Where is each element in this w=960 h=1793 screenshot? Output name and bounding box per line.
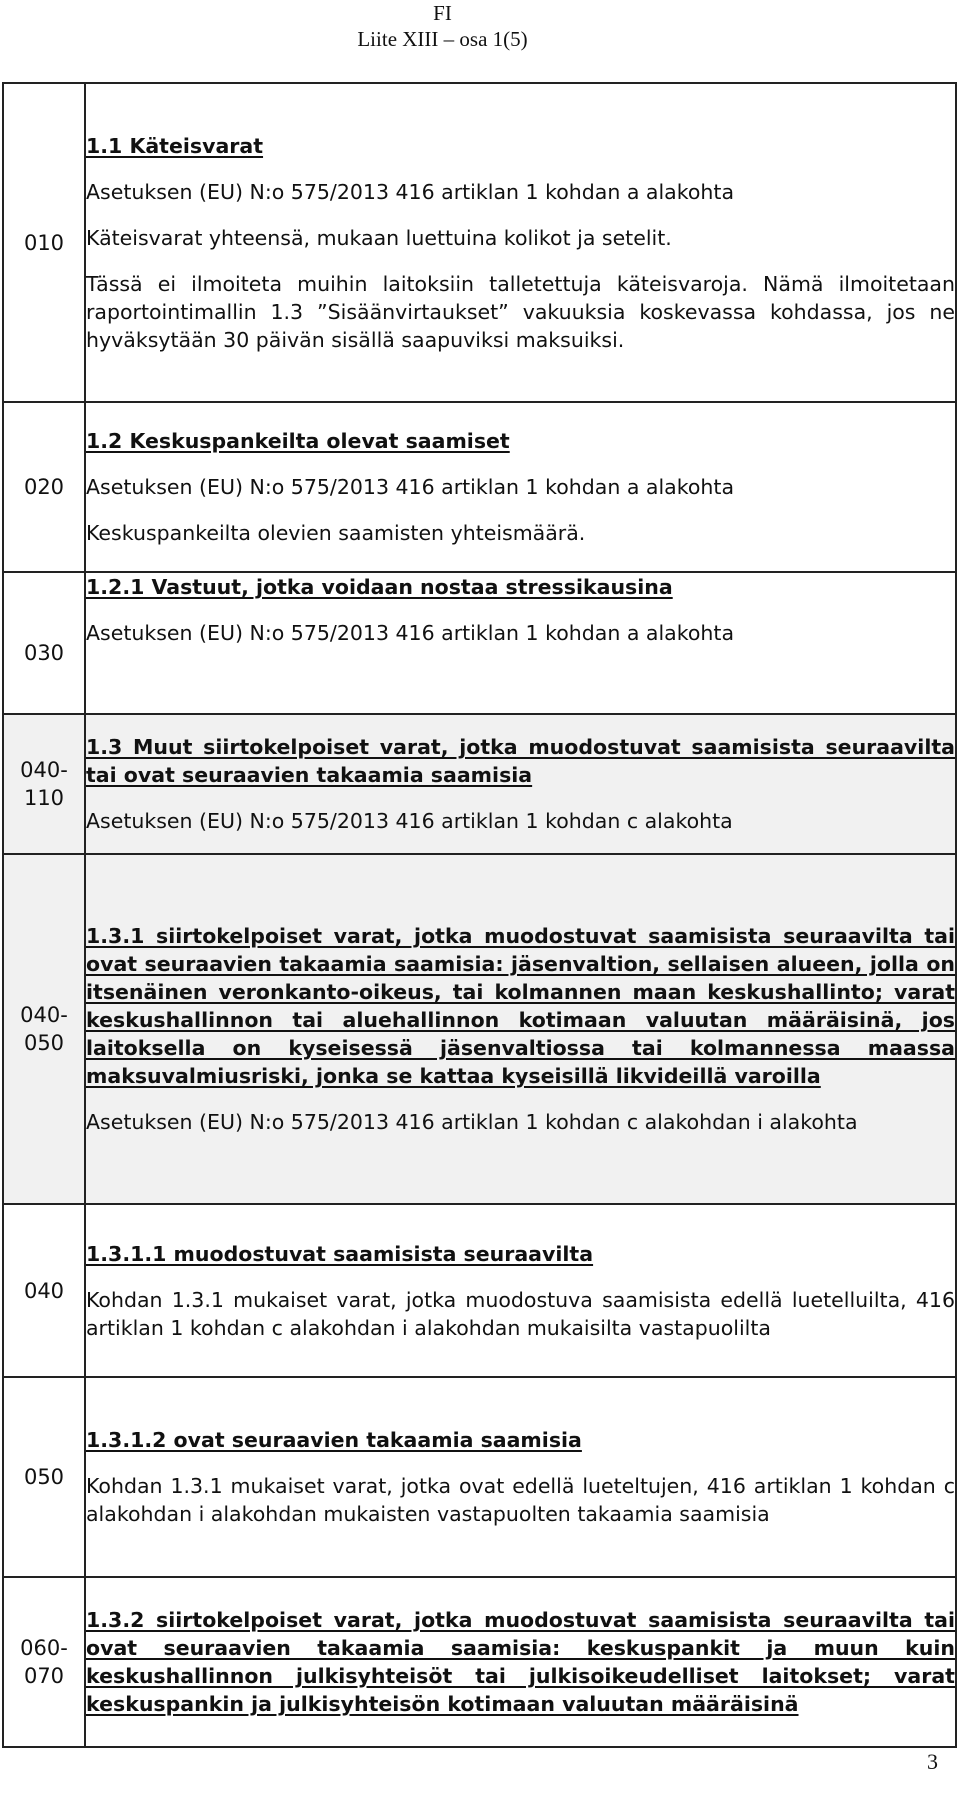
table-row <box>3 1377 956 1577</box>
page-number: 3 <box>927 1749 938 1774</box>
row-title: 1.3.1.1 muodostuvat saamisista seuraavilta <box>86 1241 594 1266</box>
row-title: 1.3 Muut siirtokelpoiset varat, jotka muodostuvat saamisista seuraavilta tai ovat seuraavien takaamia saamisia <box>86 735 955 787</box>
row-code: 040- 050 <box>3 854 85 1204</box>
table-row <box>3 572 956 714</box>
table-row <box>3 714 956 854</box>
row-paragraph: Kohdan 1.3.1 mukaiset varat, jotka ovat edellä lueteltujen, 416 artiklan 1 kohdan c alakohdan i alakohdan mukaisten vastapuolten takaamia saamisia <box>86 1474 955 1526</box>
row-code: 040 <box>3 1204 85 1377</box>
row-code: 050 <box>3 1377 85 1577</box>
row-code: 020 <box>3 402 85 572</box>
row-description <box>85 83 956 402</box>
legal-reference: Asetuksen (EU) N:o 575/2013 416 artiklan 1 kohdan c alakohta <box>86 809 733 833</box>
table-row <box>3 854 956 1204</box>
row-code: 040- 110 <box>3 714 85 854</box>
annex-reference: Liite XIII – osa 1(5) <box>357 27 528 51</box>
page-header <box>0 0 885 52</box>
language-code: FI <box>433 1 452 25</box>
row-title: 1.1 Käteisvarat <box>86 133 264 158</box>
row-description <box>85 1577 956 1747</box>
row-code: 060- 070 <box>3 1577 85 1747</box>
row-title: 1.2.1 Vastuut, jotka voidaan nostaa stressikausina <box>86 575 673 599</box>
row-title: 1.3.1 siirtokelpoiset varat, jotka muodostuvat saamisista seuraavilta tai ovat seuraavien takaamia saamisia: jäsenvaltion, sellaisen alueen, jolla on itsenäinen veronkanto-oikeus, tai kolmannen maan keskushallinto; varat keskushallinnon tai aluehallinnon kotimaan valuutan määräisinä, jos laitoksella on kyseisessä jäsenvaltiossa tai kolmannessa maassa maksuvalmiusriski, jonka se kattaa kyseisillä likvideillä varoilla <box>86 924 955 1088</box>
row-code: 030 <box>3 572 85 714</box>
row-description <box>85 1377 956 1577</box>
row-title: 1.2 Keskuspankeilta olevat saamiset <box>86 429 510 453</box>
table-row <box>3 402 956 572</box>
legal-reference: Asetuksen (EU) N:o 575/2013 416 artiklan 1 kohdan a alakohta <box>86 179 735 204</box>
row-code: 010 <box>3 83 85 402</box>
row-paragraph: Tässä ei ilmoiteta muihin laitoksiin talletettuja käteisvaroja. Nämä ilmoitetaan raportointimallin 1.3 ”Sisäänvirtaukset” vakuuksia koskevassa kohdassa, jos ne hyväksytään 30 päivän sisällä saapuviksi maksuiksi. <box>86 271 955 352</box>
legal-reference: Asetuksen (EU) N:o 575/2013 416 artiklan 1 kohdan a alakohta <box>86 621 735 645</box>
row-description <box>85 402 956 572</box>
legal-reference: Asetuksen (EU) N:o 575/2013 416 artiklan 1 kohdan c alakohdan i alakohta <box>86 1110 858 1134</box>
table-row <box>3 83 956 402</box>
row-description <box>85 854 956 1204</box>
row-title: 1.3.1.2 ovat seuraavien takaamia saamisia <box>86 1428 582 1452</box>
table-row <box>3 1204 956 1377</box>
row-description <box>85 572 956 714</box>
row-paragraph: Kohdan 1.3.1 mukaiset varat, jotka muodostuva saamisista edellä luetelluilta, 416 artiklan 1 kohdan c alakohdan i alakohdan mukaisilta vastapuolilta <box>86 1287 955 1340</box>
row-title: 1.3.2 siirtokelpoiset varat, jotka muodostuvat saamisista seuraavilta tai ovat seuraavien takaamia saamisia: keskuspankit ja muun kuin keskushallinnon julkisyhteisöt tai julkisoikeudelliset laitokset; varat keskuspankin ja julkisyhteisön kotimaan valuutan määräisinä <box>86 1608 955 1716</box>
reporting-instructions-table <box>2 82 957 1748</box>
row-description <box>85 1204 956 1377</box>
row-paragraph: Käteisvarat yhteensä, mukaan luettuina kolikot ja setelit. <box>86 225 672 250</box>
table-row <box>3 1577 956 1747</box>
legal-reference: Asetuksen (EU) N:o 575/2013 416 artiklan 1 kohdan a alakohta <box>86 475 735 499</box>
row-paragraph: Keskuspankeilta olevien saamisten yhteismäärä. <box>86 521 586 545</box>
row-description <box>85 714 956 854</box>
